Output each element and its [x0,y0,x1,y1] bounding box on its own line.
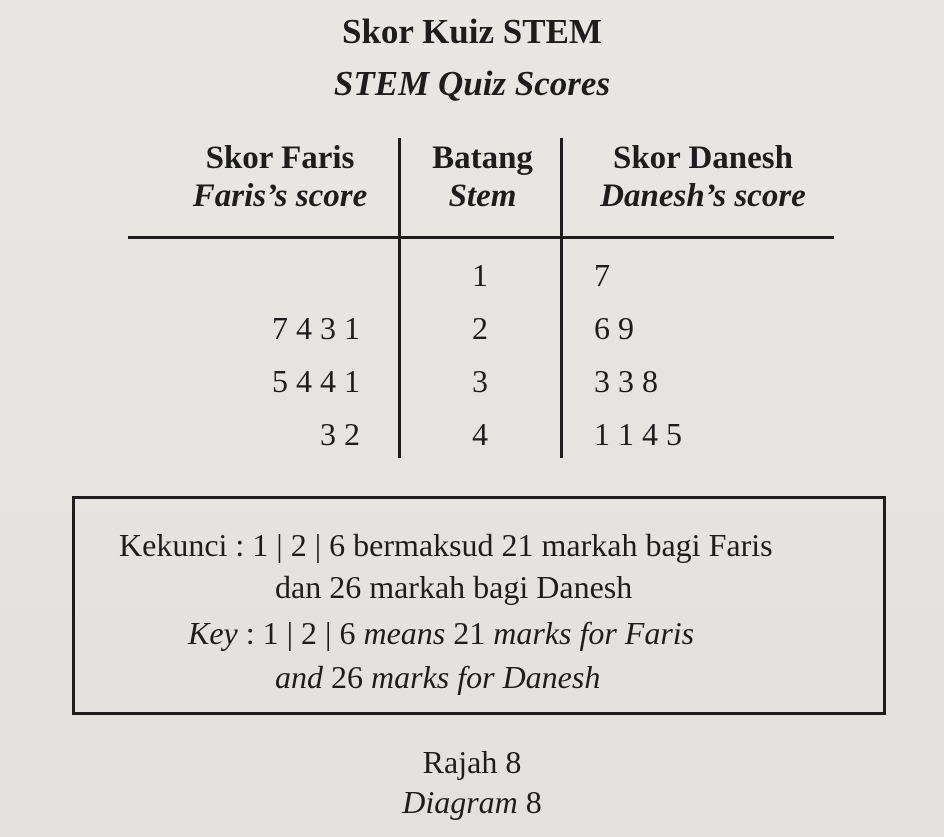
header-faris-english: Faris’s score [192,177,368,214]
stem-value: 3 [472,363,488,399]
key-text-faris: marks for Faris [493,615,695,651]
key-separator-malay: : [235,527,245,563]
header-faris [160,140,400,216]
key-means-english: means [363,615,446,651]
key-separator-english: : [245,615,255,651]
figure-caption-english [0,784,944,821]
header-stem-malay: Batang [432,140,533,176]
danesh-leaves: 3 3 8 [594,363,658,399]
right-divider [560,138,563,458]
header-danesh-english: Danesh’s score [600,177,806,214]
danesh-leaves: 7 [594,257,610,293]
header-faris-malay: Skor Faris [205,140,355,176]
left-divider [398,138,401,458]
danesh-leaves: 1 1 4 5 [594,416,682,452]
key-line-english-2 [275,659,600,696]
key-text-malay-1: 1 | 2 | 6 bermaksud 21 markah bagi Faris [252,527,773,563]
key-label-malay: Kekunci [119,527,228,563]
key-label-english: Key [188,615,238,651]
stem-value: 2 [472,310,488,346]
key-number-danesh: 26 [331,659,363,695]
faris-leaves: 7 4 3 1 [272,310,360,346]
stem-value: 4 [472,416,488,452]
header-stem [405,140,560,216]
key-line-malay-1 [119,527,773,564]
key-text-danesh: marks for Danesh [371,659,601,695]
header-danesh [568,140,838,216]
header-danesh-malay: Skor Danesh [612,140,794,176]
key-and-english: and [275,659,323,695]
danesh-leaves: 6 9 [594,310,634,346]
key-number-faris: 21 [453,615,486,651]
chart-title-english: STEM Quiz Scores [333,64,611,103]
faris-leaves: 3 2 [320,416,360,452]
stem-value: 1 [472,257,488,293]
figure-caption-english-number: 8 [525,784,542,820]
key-line-malay-2: dan 26 markah bagi Danesh [275,569,633,605]
figure-caption-english-word: Diagram [402,784,518,820]
key-code-english: 1 | 2 | 6 [262,615,356,651]
figure-caption-malay: Rajah 8 [422,744,522,780]
chart-title-malay: Skor Kuiz STEM [342,12,602,51]
key-line-english-1 [188,615,694,652]
header-underline [128,236,834,239]
header-stem-english: Stem [448,177,517,214]
key-box [72,496,886,715]
faris-leaves: 5 4 4 1 [272,363,360,399]
